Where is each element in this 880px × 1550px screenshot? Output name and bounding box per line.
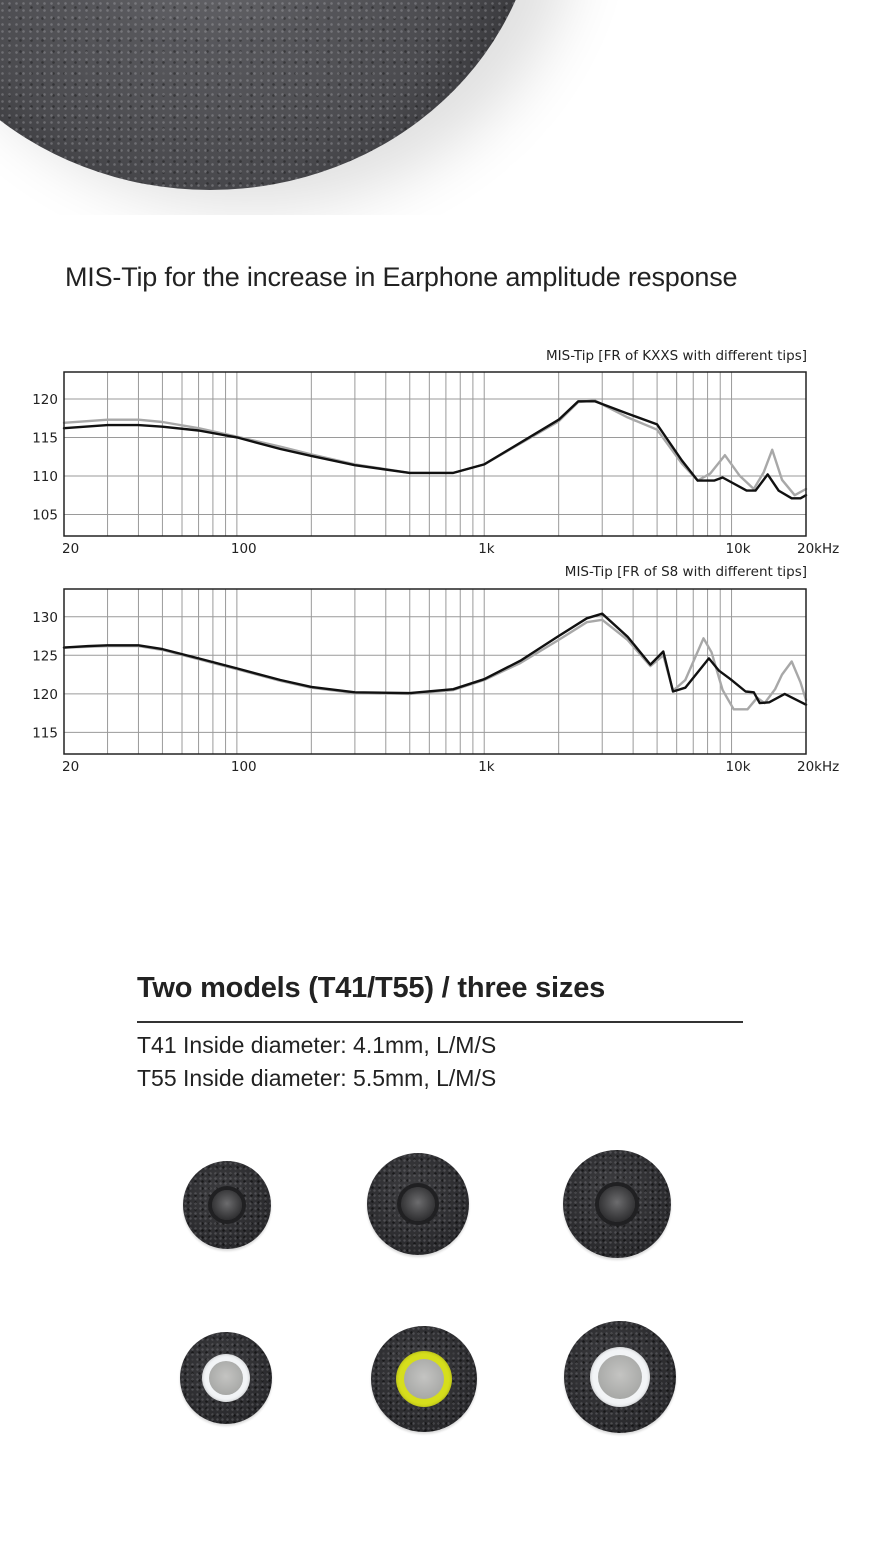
heading-divider: [137, 1021, 743, 1023]
section-title: MIS-Tip for the increase in Earphone amplitude response: [65, 262, 738, 292]
grid: [64, 372, 806, 536]
ear-tip-t41-m: [367, 1153, 469, 1255]
tip-bore: [396, 1351, 452, 1407]
y-tick-label: 115: [32, 430, 58, 447]
tip-nozzle-opening: [598, 1355, 642, 1399]
y-tick-label: 125: [32, 648, 58, 665]
y-tick-label: 130: [32, 609, 58, 626]
fr-chart-kxxs: [0, 340, 880, 560]
x-tick-label: 20kHz: [797, 759, 840, 775]
chart-title: MIS-Tip [FR of S8 with different tips]: [564, 564, 807, 580]
fr-chart-s8: [0, 557, 880, 782]
y-tick-label: 120: [32, 686, 58, 703]
x-tick-label: 1k: [478, 759, 495, 775]
grid: [64, 589, 806, 754]
ear-tip-t55-l: [564, 1321, 676, 1433]
tip-bore: [212, 1190, 242, 1220]
models-heading: Two models (T41/T55) / three sizes: [137, 972, 606, 1004]
ear-tip-t55-m: [371, 1326, 477, 1432]
y-tick-label: 105: [32, 507, 58, 524]
ear-tip-t55-s: [180, 1332, 272, 1424]
y-tick-label: 120: [32, 391, 58, 408]
spec-t55: T55 Inside diameter: 5.5mm, L/M/S: [137, 1065, 497, 1091]
fr-plot-s8: [0, 557, 880, 782]
x-tick-label: 10k: [725, 759, 751, 775]
x-tick-label: 100: [230, 759, 257, 775]
x-tick-label: 1k: [478, 541, 495, 557]
x-tick-label: 20kHz: [797, 541, 840, 557]
tip-nozzle-opening: [209, 1361, 243, 1395]
y-tick-label: 115: [32, 725, 58, 742]
x-tick-label: 100: [230, 541, 257, 557]
chart-title: MIS-Tip [FR of KXXS with different tips]: [546, 348, 807, 364]
x-tick-label: 10k: [725, 541, 751, 557]
y-tick-label: 110: [32, 468, 58, 485]
fr-plot-kxxs: [0, 340, 880, 560]
tip-bore: [599, 1186, 635, 1222]
hero-product-photo: [0, 0, 880, 215]
fr-curve: [64, 401, 806, 496]
ear-tip-t41-s: [183, 1161, 271, 1249]
x-tick-label: 20: [62, 541, 80, 557]
fr-curve: [64, 401, 806, 498]
tip-bore: [590, 1347, 650, 1407]
tip-bore: [401, 1187, 435, 1221]
foam-tip-closeup-image: [0, 0, 540, 190]
ear-tip-t41-l: [563, 1150, 671, 1258]
fr-curve: [64, 620, 806, 710]
tip-bore: [202, 1354, 250, 1402]
plot-frame: [64, 372, 806, 536]
spec-t41: T41 Inside diameter: 4.1mm, L/M/S: [137, 1032, 497, 1058]
x-tick-label: 20: [62, 759, 80, 775]
tip-nozzle-opening: [404, 1359, 444, 1399]
plot-frame: [64, 589, 806, 754]
